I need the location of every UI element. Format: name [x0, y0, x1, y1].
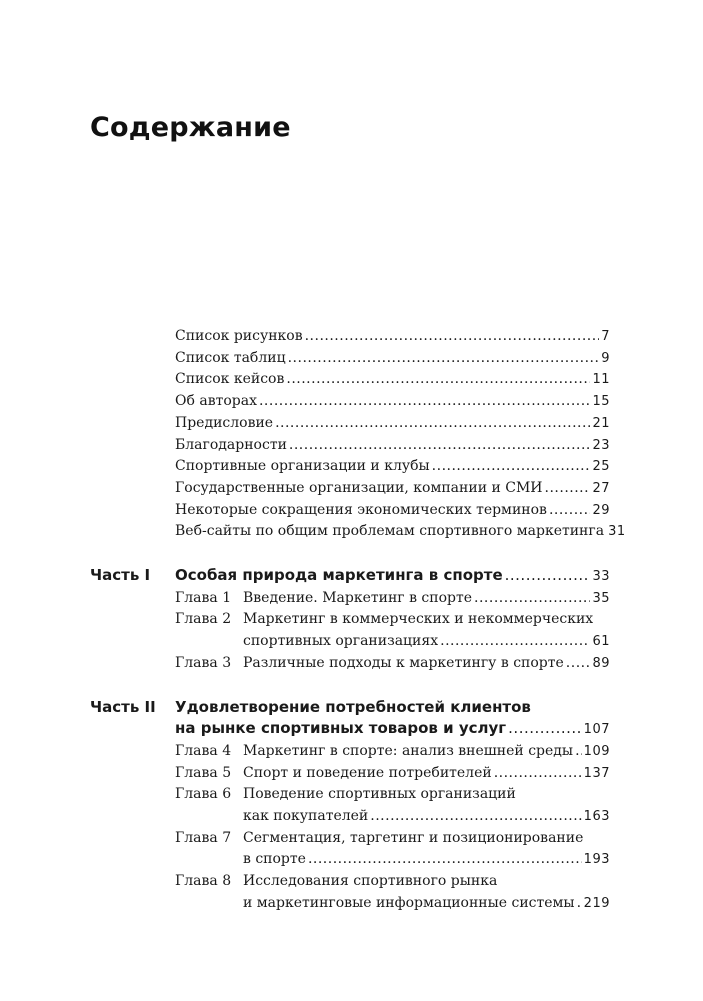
- page-number: 7: [601, 329, 610, 344]
- entry-title: Предисловие: [175, 414, 274, 431]
- dot-leader: [432, 456, 591, 478]
- page-number: 15: [592, 394, 610, 410]
- entry-title: Список рисунков: [175, 328, 303, 344]
- page-number: 31: [608, 524, 626, 540]
- page-number: 25: [592, 459, 610, 475]
- page-title: Содержание: [90, 112, 291, 143]
- entry-text-block: [175, 391, 610, 413]
- part-heading[interactable]: [90, 565, 610, 588]
- chapter-label: Глава 7: [175, 829, 232, 846]
- page-number: 163: [583, 809, 610, 825]
- table-of-contents: [90, 326, 626, 915]
- entry-line: [243, 741, 610, 763]
- dot-leader: [275, 413, 590, 435]
- entry-title: Спортивные организации и клубы: [175, 458, 430, 475]
- entry-text-block: [243, 609, 610, 652]
- entry-line: [175, 456, 610, 478]
- entry-line: [243, 893, 610, 915]
- toc-entry[interactable]: [90, 413, 610, 435]
- part-label: Часть II: [90, 697, 156, 716]
- entry-line: [175, 697, 610, 719]
- page-number: 109: [583, 743, 610, 759]
- page-number: 35: [592, 590, 610, 606]
- page-number: 89: [592, 655, 610, 671]
- dot-leader: [494, 763, 582, 785]
- entry-line: [175, 435, 610, 457]
- chapter-entry[interactable]: [90, 828, 610, 871]
- page-number: 137: [583, 765, 610, 781]
- entry-title: Список кейсов: [175, 371, 285, 388]
- toc-entry[interactable]: [90, 456, 610, 478]
- chapter-entry[interactable]: [90, 653, 610, 675]
- entry-line: [243, 653, 610, 675]
- toc-entry[interactable]: [90, 521, 626, 543]
- page-number: 21: [592, 415, 610, 431]
- entry-text-block: [243, 784, 610, 827]
- dot-leader: [505, 565, 591, 587]
- entry-title: как покупателей: [243, 808, 369, 825]
- entry-line: [175, 718, 610, 741]
- page-number: 33: [592, 569, 610, 585]
- entry-title: Маркетинг в коммерческих и некоммерческих: [243, 611, 594, 628]
- entry-line: [243, 849, 610, 871]
- entry-title: Спорт и поведение потребителей: [243, 764, 492, 781]
- entry-line: [243, 609, 610, 631]
- dot-leader: [440, 631, 590, 653]
- entry-text-block: [243, 763, 610, 785]
- entry-line: [175, 391, 610, 413]
- entry-text-block: [175, 348, 610, 370]
- entry-line: [175, 521, 626, 543]
- dot-leader: [259, 391, 590, 413]
- entry-title: Некоторые сокращения экономических терминов: [175, 501, 547, 518]
- entry-title: и маркетинговые информационные системы: [243, 894, 575, 911]
- chapter-label: Глава 5: [175, 764, 232, 781]
- chapter-entry[interactable]: [90, 763, 610, 785]
- entry-text-block: [243, 741, 610, 763]
- entry-line: [243, 631, 610, 653]
- page-number: 61: [592, 634, 610, 650]
- chapter-label: Глава 1: [175, 589, 232, 606]
- entry-text-block: [175, 369, 610, 391]
- toc-entry[interactable]: [90, 391, 610, 413]
- dot-leader: [308, 849, 582, 871]
- entry-title: спортивных организациях: [243, 633, 439, 650]
- dot-leader: [549, 500, 591, 522]
- entry-title: Маркетинг в спорте: анализ внешней среды: [243, 742, 574, 759]
- chapter-entry[interactable]: [90, 609, 610, 652]
- entry-text-block: [175, 697, 610, 741]
- entry-title: Удовлетворение потребностей клиентов: [175, 697, 531, 716]
- entry-title: Сегментация, таргетинг и позиционирование: [243, 829, 584, 846]
- toc-entry[interactable]: [90, 435, 610, 457]
- entry-text-block: [175, 435, 610, 457]
- section-gap: [90, 675, 610, 697]
- dot-leader: [305, 326, 600, 348]
- dot-leader: [575, 741, 582, 763]
- entry-line: [175, 478, 610, 500]
- entry-title: Государственные организации, компании и СМИ: [175, 479, 543, 496]
- page-number: 9: [601, 350, 610, 366]
- entry-title: Особая природа маркетинга в спорте: [175, 566, 503, 585]
- entry-text-block: [175, 326, 610, 348]
- page-number: 193: [583, 852, 610, 868]
- entry-line: [243, 806, 610, 828]
- entry-line: [175, 413, 610, 435]
- entry-title: Введение. Маркетинг в спорте: [243, 589, 473, 606]
- section-gap: [90, 543, 610, 565]
- entry-title: Об авторах: [175, 393, 257, 410]
- entry-title: на рынке спортивных товаров и услуг: [175, 719, 507, 738]
- toc-entry[interactable]: [90, 348, 610, 370]
- dot-leader: [577, 893, 582, 915]
- entry-line: [175, 565, 610, 588]
- toc-entry[interactable]: [90, 500, 610, 522]
- entry-text-block: [175, 413, 610, 435]
- entry-line: [243, 588, 610, 610]
- dot-leader: [566, 653, 591, 675]
- toc-entry[interactable]: [90, 326, 610, 348]
- entry-text-block: [175, 521, 626, 543]
- entry-title: Различные подходы к маркетингу в спорте: [243, 654, 564, 671]
- entry-text-block: [175, 565, 610, 588]
- dot-leader: [474, 588, 590, 610]
- chapter-entry[interactable]: [90, 741, 610, 763]
- page-number: 29: [592, 502, 610, 518]
- entry-text-block: [243, 828, 610, 871]
- page-number: 11: [592, 372, 610, 388]
- entry-title: Поведение спортивных организаций: [243, 786, 516, 803]
- toc-entry[interactable]: [90, 478, 610, 500]
- entry-line: [175, 500, 610, 522]
- entry-line: [175, 348, 610, 370]
- entry-text-block: [243, 653, 610, 675]
- entry-line: [243, 871, 610, 893]
- dot-leader: [370, 806, 581, 828]
- chapter-label: Глава 4: [175, 742, 232, 759]
- part-heading[interactable]: [90, 697, 610, 741]
- chapter-entry[interactable]: [90, 871, 610, 914]
- dot-leader: [508, 718, 582, 740]
- entry-line: [175, 369, 610, 391]
- entry-title: Веб-сайты по общим проблемам спортивного маркетинга: [175, 523, 605, 540]
- page-number: 23: [592, 437, 610, 453]
- dot-leader: [289, 435, 591, 457]
- entry-text-block: [243, 588, 610, 610]
- dot-leader: [288, 348, 600, 370]
- chapter-label: Глава 2: [175, 611, 232, 628]
- chapter-label: Глава 8: [175, 873, 232, 890]
- chapter-entry[interactable]: [90, 588, 610, 610]
- entry-title: в спорте: [243, 851, 306, 868]
- dot-leader: [286, 369, 590, 391]
- entry-line: [243, 828, 610, 850]
- entry-text-block: [175, 456, 610, 478]
- entry-line: [243, 763, 610, 785]
- part-label: Часть I: [90, 566, 151, 585]
- entry-text-block: [243, 871, 610, 914]
- page-number: 107: [583, 722, 610, 738]
- entry-title: Исследования спортивного рынка: [243, 873, 498, 890]
- page-number: 27: [592, 480, 610, 496]
- page-number: 219: [583, 895, 610, 911]
- entry-text-block: [175, 500, 610, 522]
- chapter-entry[interactable]: [90, 784, 610, 827]
- entry-line: [175, 326, 610, 348]
- chapter-label: Глава 6: [175, 786, 232, 803]
- entry-line: [243, 784, 610, 806]
- chapter-label: Глава 3: [175, 654, 232, 671]
- entry-title: Список таблиц: [175, 349, 286, 366]
- toc-entry[interactable]: [90, 369, 610, 391]
- entry-text-block: [175, 478, 610, 500]
- dot-leader: [545, 478, 591, 500]
- entry-title: Благодарности: [175, 436, 287, 453]
